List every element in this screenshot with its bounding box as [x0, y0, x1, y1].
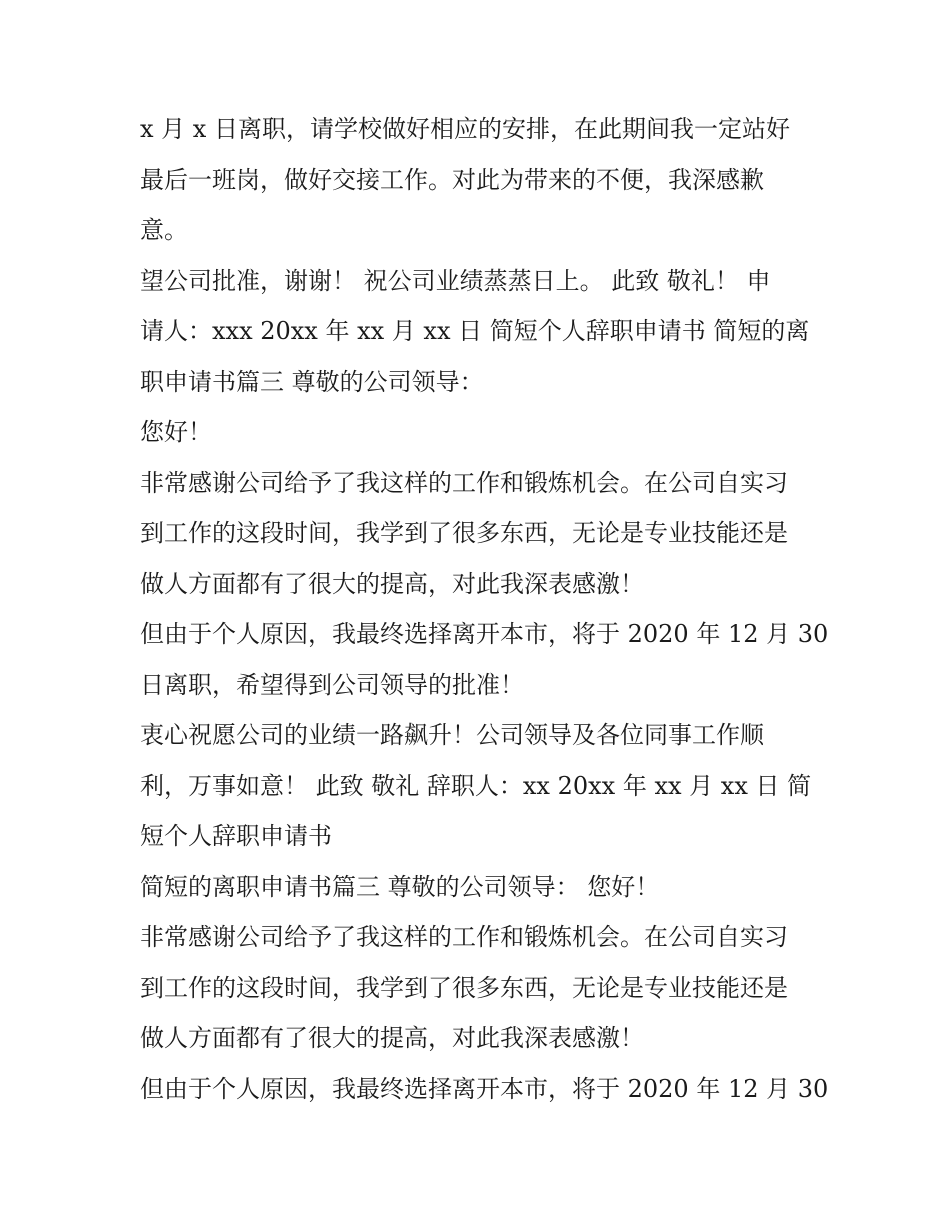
text-line: 非常感谢公司给予了我这样的工作和锻炼机会。在公司自实习 — [140, 468, 788, 497]
text-line: 到工作的这段时间，我学到了很多东西，无论是专业技能还是 — [140, 519, 788, 547]
text-line: 但由于个人原因，我最终选择离开本市，将于 2020 年 12 月 30 — [140, 620, 829, 648]
text-line: 做人方面都有了很大的提高，对此我深表感激！ — [140, 1024, 644, 1052]
text-line: 短个人辞职申请书 — [140, 822, 332, 850]
body-text — [140, 104, 830, 1114]
text-line: 最后一班岗，做好交接工作。对此为带来的不便，我深感歉 — [140, 165, 764, 194]
text-line: 职申请书篇三 尊敬的公司领导： — [140, 367, 484, 396]
text-line: 到工作的这段时间，我学到了很多东西，无论是专业技能还是 — [140, 973, 788, 1002]
text-line: 衷心祝愿公司的业绩一路飙升！公司领导及各位同事工作顺 — [140, 721, 764, 749]
text-line: 您好！ — [140, 418, 212, 446]
text-line: 利，万事如意！ 此致 敬礼 辞职人：xx 20xx 年 xx 月 xx 日 简 — [140, 771, 812, 800]
text-line: 简短的离职申请书篇三 尊敬的公司领导： 您好！ — [140, 872, 660, 901]
text-line: 意。 — [140, 216, 188, 244]
text-line: 非常感谢公司给予了我这样的工作和锻炼机会。在公司自实习 — [140, 923, 788, 951]
text-line: 但由于个人原因，我最终选择离开本市，将于 2020 年 12 月 30 — [140, 1074, 829, 1103]
text-line: 日离职，希望得到公司领导的批准！ — [140, 670, 524, 699]
text-line: 望公司批准，谢谢！ 祝公司业绩蒸蒸日上。 此致 敬礼！ 申 — [140, 266, 771, 295]
text-line: x 月 x 日离职，请学校做好相应的安排，在此期间我一定站好 — [140, 115, 790, 143]
text-line: 做人方面都有了很大的提高，对此我深表感激！ — [140, 569, 644, 598]
text-line: 请人：xxx 20xx 年 xx 月 xx 日 简短个人辞职申请书 简短的离 — [140, 317, 810, 345]
